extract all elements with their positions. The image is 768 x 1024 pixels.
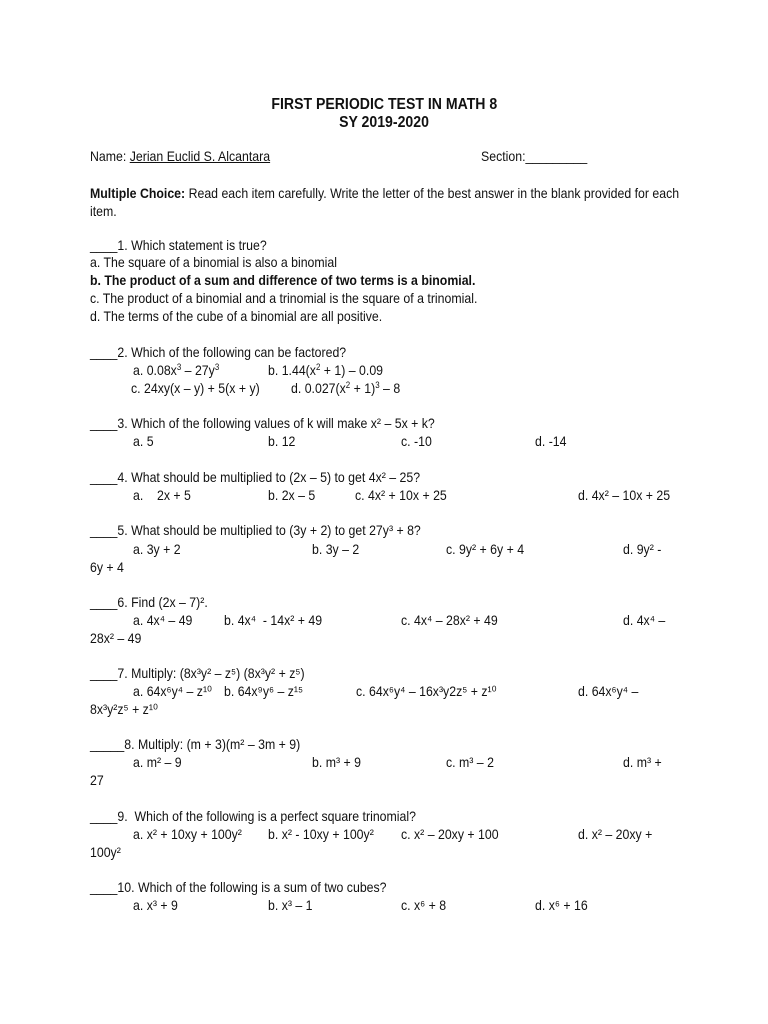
question-5: ____5. What should be multiplied to (3y + 2) to get 27y³ + 8? [90,522,421,538]
question-4: ____4. What should be multiplied to (2x – 5) to get 4x² – 25? [90,469,421,485]
student-name: Jerian Euclid S. Alcantara [129,148,271,164]
question-2: ____2. Which of the following can be factored? [90,344,347,360]
q1-option-a: a. The square of a binomial is also a binomial [90,254,338,270]
q8-option-d: d. m³ + [623,754,662,770]
question-1: ____1. Which statement is true? [90,237,267,253]
q8-option-a: a. m² – 9 [133,754,182,770]
q7-option-b: b. 64x⁹y⁶ – z¹⁵ [224,683,304,699]
q1-option-b: b. The product of a sum and difference of two terms is a binomial. [90,272,476,288]
q4-option-c: c. 4x² + 10x + 25 [355,487,447,503]
instructions [90,184,759,202]
q2-option-d: d. $0.027(x^2 + 1)^3 - 8$ [291,380,401,396]
instructions-label: Multiple Choice: [90,185,186,201]
instructions-cont: item. [90,203,117,219]
q9-option-d: d. x² – 20xy + [578,826,653,842]
q6-option-a: a. 4x⁴ – 49 [133,612,193,628]
q4-option-b: b. 2x – 5 [268,487,316,503]
q4-option-d: d. 4x² – 10x + 25 [578,487,671,503]
q6-option-c: c. 4x⁴ – 28x² + 49 [401,612,498,628]
q2-option-a: a. $0.08x^3 - 27y^3$ [133,362,220,378]
question-3: ____3. Which of the following values of k will make x² – 5x + k? [90,415,435,431]
q6-option-d: d. 4x⁴ – [623,612,666,628]
question-9: ____9. Which of the following is a perfect square trinomial? [90,808,416,824]
q5-option-d: d. 9y² - [623,541,662,557]
name-label: Name: [90,148,127,164]
q1-option-c: c. The product of a binomial and a trinomial is the square of a trinomial. [90,290,478,306]
q2-option-c: c. 24xy(x – y) + 5(x + y) [131,380,260,396]
question-7: ____7. Multiply: (8x³y² – z⁵) (8x³y² + z⁵) [90,665,305,681]
q2-option-b: b. $1.44(x^2 + 1) - 0.09$ [268,362,384,378]
q5-option-a: a. 3y + 2 [133,541,181,557]
q7-option-d-cont: 8x³y²z⁵ + z¹⁰ [90,701,158,717]
q3-option-c: c. -10 [401,433,432,449]
q3-option-b: b. 12 [268,433,296,449]
q10-option-a: a. x³ + 9 [133,897,178,913]
q5-option-b: b. 3y – 2 [312,541,360,557]
q10-option-b: b. x³ – 1 [268,897,313,913]
question-6: ____6. Find (2x – 7)². [90,594,208,610]
question-8: _____8. Multiply: (m + 3)(m² – 3m + 9) [90,736,301,752]
q3-option-d: d. -14 [535,433,567,449]
q4-option-a: a. 2x + 5 [133,487,191,503]
q7-option-a: a. 64x⁶y⁴ – z¹⁰ [133,683,212,699]
q7-option-c: c. 64x⁶y⁴ – 16x³y2z⁵ + z¹⁰ [356,683,497,699]
q9-option-a: a. x² + 10xy + 100y² [133,826,242,842]
test-title: FIRST PERIODIC TEST IN MATH 8 [271,96,497,113]
q10-option-d: d. x⁶ + 16 [535,897,588,913]
name-line [90,147,295,165]
q6-option-d-cont: 28x² – 49 [90,630,142,646]
q9-option-c: c. x² – 20xy + 100 [401,826,499,842]
q5-option-d-cont: 6y + 4 [90,559,124,575]
section-line: Section:_________ [481,148,588,164]
q6-option-b: b. 4x⁴ - 14x² + 49 [224,612,323,628]
q5-option-c: c. 9y² + 6y + 4 [446,541,525,557]
q9-option-d-cont: 100y² [90,844,121,860]
q9-option-b: b. x² - 10xy + 100y² [268,826,374,842]
q8-option-d-cont: 27 [90,772,104,788]
instructions-text: Read each item carefully. Write the letter of the best answer in the blank provided for each [188,185,680,201]
question-10: ____10. Which of the following is a sum of two cubes? [90,879,387,895]
q10-option-c: c. x⁶ + 8 [401,897,447,913]
q1-option-d: d. The terms of the cube of a binomial are all positive. [90,308,383,324]
q7-option-d: d. 64x⁶y⁴ – [578,683,639,699]
school-year: SY 2019-2020 [339,114,429,131]
q8-option-b: b. m³ + 9 [312,754,361,770]
q3-option-a: a. 5 [133,433,154,449]
q8-option-c: c. m³ – 2 [446,754,494,770]
